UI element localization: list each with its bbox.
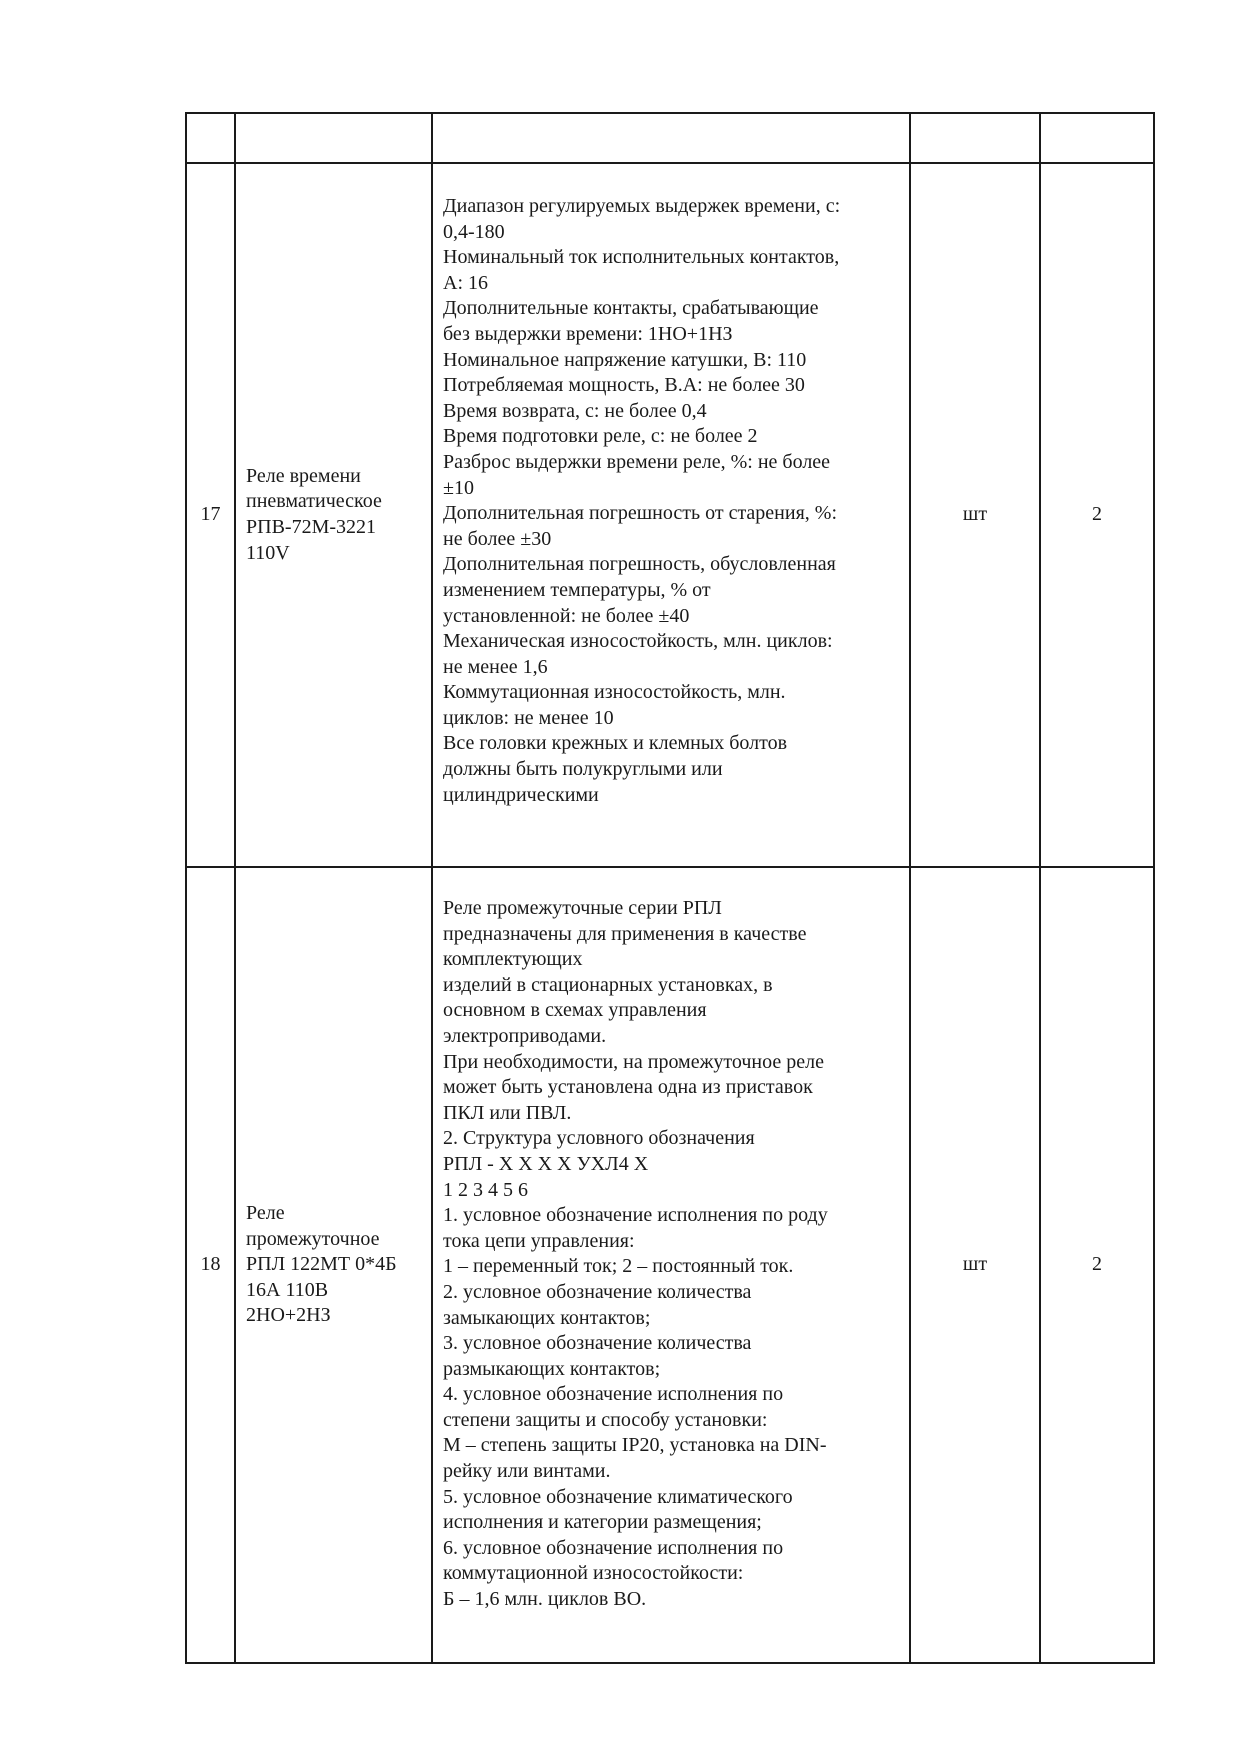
description-line: предназначены для применения в качестве <box>443 922 807 945</box>
item-name-line: РПВ-72М-3221 <box>246 516 377 538</box>
description-line: 2. Структура условного обозначения <box>443 1127 755 1150</box>
unit-of-measure: шт <box>910 867 1040 1663</box>
description-line: основном в схемах управления <box>443 999 707 1022</box>
description-line: не менее 1,6 <box>443 655 548 678</box>
description-line: 1. условное обозначение исполнения по роду <box>443 1204 828 1227</box>
description-line: 0,4-180 <box>443 220 505 243</box>
description-line: РПЛ - Х Х Х Х УХЛ4 Х <box>443 1152 649 1175</box>
description-line: Потребляемая мощность, В.А: не более 30 <box>443 374 805 397</box>
description-line: степени защиты и способу установки: <box>443 1408 768 1431</box>
quantity: 2 <box>1040 867 1154 1663</box>
description-line: 3. условное обозначение количества <box>443 1332 752 1355</box>
description-line: комплектующих <box>443 948 583 971</box>
empty-cell <box>1040 113 1154 163</box>
description-line: Номинальный ток исполнительных контактов, <box>443 246 840 269</box>
description-line: 4. условное обозначение исполнения по <box>443 1383 784 1406</box>
description-line: Номинальное напряжение катушки, В: 110 <box>443 348 807 371</box>
item-name-line: пневматическое <box>246 490 382 513</box>
description-line: установленной: не более ±40 <box>443 604 690 627</box>
description-line: коммутационной износостойкости: <box>443 1562 744 1585</box>
description-line: Время подготовки реле, с: не более 2 <box>443 425 758 448</box>
specification-table <box>185 112 1155 1664</box>
description-line: Б – 1,6 млн. циклов ВО. <box>443 1588 647 1611</box>
item-description <box>432 867 910 1663</box>
unit-of-measure: шт <box>910 163 1040 867</box>
row-number: 18 <box>186 867 235 1663</box>
description-line: 1 2 3 4 5 6 <box>443 1178 528 1201</box>
item-name <box>235 867 432 1663</box>
description-line: 1 – переменный ток; 2 – постоянный ток. <box>443 1255 794 1278</box>
empty-cell <box>186 113 235 163</box>
quantity: 2 <box>1040 163 1154 867</box>
description-line: Дополнительные контакты, срабатывающие <box>443 297 819 320</box>
description-line: Реле промежуточные серии РПЛ <box>443 897 722 919</box>
table-row <box>186 163 1154 867</box>
description-line: Дополнительная погрешность от старения, %: <box>443 502 838 525</box>
description-line: исполнения и категории размещения; <box>443 1511 762 1534</box>
description-line: тока цепи управления: <box>443 1229 635 1252</box>
table-row <box>186 867 1154 1663</box>
description-line: рейку или винтами. <box>443 1460 611 1483</box>
description-line: Диапазон регулируемых выдержек времени, с: <box>443 195 841 217</box>
item-description <box>432 163 910 867</box>
description-line: должны быть полукруглыми или <box>443 758 723 781</box>
description-line: без выдержки времени: 1НО+1НЗ <box>443 322 733 345</box>
item-name-line: 2НО+2НЗ <box>246 1304 331 1327</box>
description-line: Механическая износостойкость, млн. циклов: <box>443 630 833 653</box>
empty-cell <box>432 113 910 163</box>
description-line: изменением температуры, % от <box>443 578 711 601</box>
empty-cell <box>910 113 1040 163</box>
description-line: 2. условное обозначение количества <box>443 1280 752 1303</box>
description-line: замыкающих контактов; <box>443 1306 651 1329</box>
table-continuation-row <box>186 113 1154 163</box>
description-line: М – степень защиты IP20, установка на DIN- <box>443 1434 827 1457</box>
description-line: не более ±30 <box>443 527 552 550</box>
item-name-line: Реле <box>246 1202 285 1225</box>
row-number: 17 <box>186 163 235 867</box>
description-line: Коммутационная износостойкость, млн. <box>443 681 786 704</box>
description-line: Все головки крежных и клемных болтов <box>443 732 788 755</box>
item-name-line: промежуточное <box>246 1227 380 1250</box>
item-name <box>235 163 432 867</box>
description-line: циклов: не менее 10 <box>443 706 614 729</box>
description-line: Разброс выдержки времени реле, %: не более <box>443 450 831 473</box>
description-line: ±10 <box>443 476 474 499</box>
item-name-line: Реле времени <box>246 464 361 487</box>
description-line: 6. условное обозначение исполнения по <box>443 1536 784 1559</box>
item-name-line: 110V <box>246 541 290 564</box>
description-line: может быть установлена одна из приставок <box>443 1076 813 1099</box>
description-line: А: 16 <box>443 271 488 294</box>
description-line: ПКЛ или ПВЛ. <box>443 1101 572 1124</box>
description-line: При необходимости, на промежуточное реле <box>443 1050 824 1073</box>
item-name-line: 16А 110В <box>246 1278 329 1301</box>
description-line: электроприводами. <box>443 1024 607 1047</box>
description-line: Дополнительная погрешность, обусловленная <box>443 553 836 576</box>
description-line: 5. условное обозначение климатического <box>443 1485 793 1508</box>
description-line: изделий в стационарных установках, в <box>443 973 773 996</box>
description-line: Время возврата, с: не более 0,4 <box>443 399 707 422</box>
description-line: размыкающих контактов; <box>443 1357 661 1380</box>
empty-cell <box>235 113 432 163</box>
description-line: цилиндрическими <box>443 783 599 806</box>
item-name-line: РПЛ 122МТ 0*4Б <box>246 1253 397 1276</box>
